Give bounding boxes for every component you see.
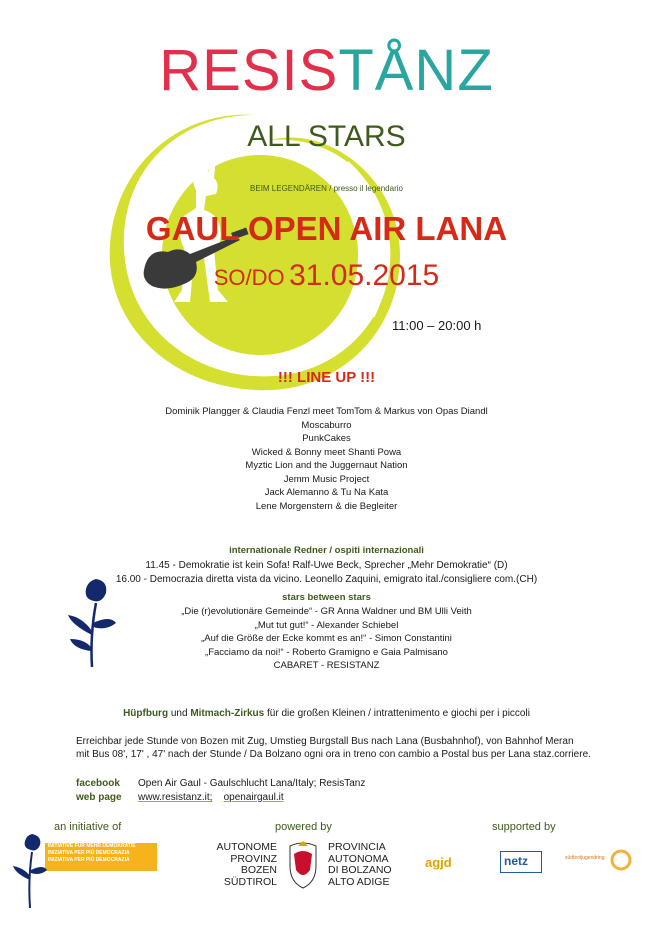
sponsor-jugendring: südtiroljugendring bbox=[565, 855, 605, 861]
lineup-heading: !!! LINE UP !!! bbox=[277, 369, 376, 386]
list-item: Moscaburro bbox=[301, 419, 352, 431]
list-item: „Die (r)evolutionäre Gemeinde“ - GR Anna Waldner und BM Ulli Veith bbox=[181, 606, 472, 617]
list-item: 11.45 - Demokratie ist kein Sofa! Ralf-Uwe Beck, Sprecher „Mehr Demokratie“ (D) bbox=[145, 560, 508, 571]
web-link-resistanz[interactable]: www.resistanz.it; bbox=[138, 792, 213, 803]
event-name: GAUL OPEN AIR LANA bbox=[145, 210, 508, 247]
location-intro: BEIM LEGENDÄREN / presso il legendario bbox=[250, 184, 403, 193]
province-line: PROVINZ bbox=[230, 852, 277, 865]
kids-bold-1: Hüpfburg bbox=[123, 708, 169, 719]
sponsor-logo-icons bbox=[610, 849, 632, 871]
web-label: web page bbox=[76, 792, 122, 803]
initiative-heading: an initiative of bbox=[54, 821, 122, 833]
event-day: SO/DO bbox=[213, 265, 285, 290]
list-item: PunkCakes bbox=[302, 433, 351, 444]
province-line: BOZEN bbox=[240, 864, 277, 876]
sponsor-agjd: agjd bbox=[425, 855, 452, 870]
directions bbox=[76, 735, 596, 761]
province-line: PROVINCIA bbox=[328, 841, 386, 853]
sponsor-netz-box bbox=[500, 851, 542, 873]
kids-text-2: für die großen Kleinen / intrattenimento e giochi per i piccoli bbox=[264, 708, 530, 719]
sponsor-netz: netz bbox=[504, 854, 528, 868]
list-item: „Facciamo da noi!“ - Roberto Gramigno e Gaia Palmisano bbox=[205, 646, 448, 658]
lineup-list bbox=[0, 405, 653, 513]
speakers-heading: internationale Redner / ospiti internazionali bbox=[229, 545, 424, 556]
initiative-line: INITIATIVE FÜR MEHR DEMOKRATIE bbox=[48, 843, 136, 849]
kids-text-1: und bbox=[168, 708, 191, 719]
resistanz-logo bbox=[0, 38, 653, 103]
supported-heading: supported by bbox=[492, 821, 556, 833]
powered-heading: powered by bbox=[275, 821, 332, 833]
coat-of-arms-icon bbox=[284, 840, 322, 890]
list-item: 16.00 - Democrazia diretta vista da vicino. Leonello Zaquini, emigrato ital./consigliere com.(CH) bbox=[115, 573, 538, 585]
list-item: Dominik Plangger & Claudia Fenzl meet TomTom & Markus von Opas Diandl bbox=[165, 406, 488, 417]
list-item: „Mut tut gut!“ - Alexander Schiebel bbox=[254, 619, 399, 631]
logo-part-red: RESIS bbox=[159, 38, 339, 103]
list-item: Myztic Lion and the Juggernaut Nation bbox=[245, 460, 408, 471]
list-item: Jemm Music Project bbox=[283, 473, 370, 485]
province-de bbox=[205, 842, 277, 888]
province-it bbox=[328, 842, 392, 888]
list-item: Lene Morgenstern & die Begleiter bbox=[255, 500, 398, 512]
initiative-line: INIZIATIVA PER PIÙ DEMOCRAZIA bbox=[48, 850, 130, 856]
event-time: 11:00 – 20:00 h bbox=[392, 318, 482, 333]
stars-heading: stars between stars bbox=[282, 592, 371, 603]
list-item: „Auf die Größe der Ecke kommt es an!“ - Simon Constantini bbox=[201, 633, 452, 644]
province-line: AUTONOME bbox=[216, 841, 277, 853]
initiative-line: INIZIATIVA PER PIÙ DEMOCRAZIA bbox=[48, 857, 130, 863]
directions-line: mit Bus 08', 17' , 47' nach der Stunde / Da Bolzano ogni ora in treno con cambio a Postal bus per Lana staz.corriere. bbox=[76, 749, 591, 760]
province-line: SÜDTIROL bbox=[223, 875, 277, 888]
province-line: DI BOLZANO bbox=[328, 864, 392, 876]
kids-program bbox=[0, 708, 653, 719]
list-item: CABARET - RESISTANZ bbox=[273, 660, 380, 671]
facebook-text: Open Air Gaul - Gaulschlucht Lana/Italy; ResisTanz bbox=[138, 778, 366, 789]
province-line: AUTONOMA bbox=[328, 852, 389, 865]
list-item: Jack Alemanno & Tu Na Kata bbox=[264, 487, 389, 498]
facebook-row bbox=[76, 778, 365, 789]
list-item: Wicked & Bonny meet Shanti Powa bbox=[251, 446, 402, 458]
event-date bbox=[0, 259, 653, 293]
web-row bbox=[76, 792, 284, 803]
province-line: ALTO ADIGE bbox=[328, 875, 390, 888]
kids-bold-2: Mitmach-Zirkus bbox=[190, 708, 265, 719]
directions-line: Erreichbar jede Stunde von Bozen mit Zug, Umstieg Burgstall Bus nach Lana (Busbahnhof), von Bahnhof Meran bbox=[76, 736, 574, 747]
facebook-label: facebook bbox=[76, 778, 120, 789]
event-date-value: 31.05.2015 bbox=[289, 259, 440, 292]
initiative-logo bbox=[45, 843, 157, 871]
stars-list bbox=[0, 605, 653, 673]
web-link-openairgaul[interactable]: openairgaul.it bbox=[223, 792, 284, 803]
rose-small-icon bbox=[10, 830, 50, 910]
logo-part-teal: TÅNZ bbox=[338, 38, 494, 103]
subtitle: ALL STARS bbox=[247, 120, 406, 153]
